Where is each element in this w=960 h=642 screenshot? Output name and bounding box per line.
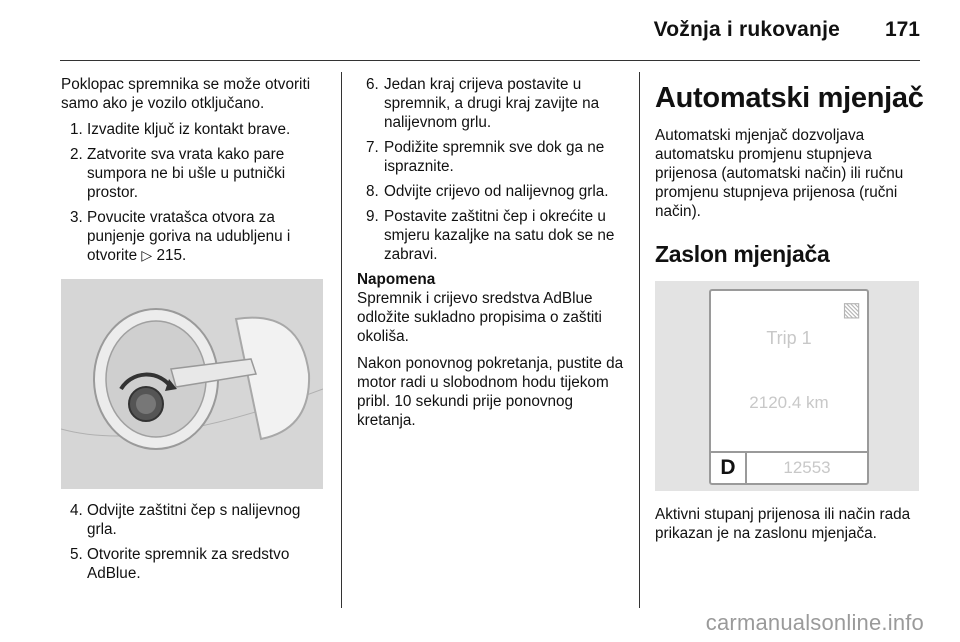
list-item: 5. Otvorite spremnik za sredstvo AdBlue.: [70, 546, 290, 582]
note-text: Spremnik i crijevo sredstva AdBlue odložite sukladno propisima o zaštiti okoliša.: [357, 290, 602, 345]
list-item: 1. Izvadite ključ iz kontakt brave.: [70, 121, 291, 138]
gear-indicator: D: [720, 456, 736, 479]
restart-paragraph: Nakon ponovnog pokretanja, pustite da motor radi u slobodnom hodu tijekom pribl. 10 sekundi prije ponovnog kretanja.: [357, 355, 624, 429]
figure-caption: Aktivni stupanj prijenosa ili način rada prikazan je na zaslonu mjenjača.: [655, 506, 911, 542]
page-number: 171: [884, 18, 920, 41]
header-title: Vožnja i rukovanje: [653, 18, 840, 41]
section-title: Automatski mjenjač: [655, 82, 924, 114]
column-2: [357, 75, 627, 430]
column-3: [655, 82, 925, 543]
steps-list-a: [61, 120, 329, 265]
adblue-cap-illustration: [61, 279, 323, 489]
list-item: 4. Odvijte zaštitni čep s nalijevnog grla.: [70, 502, 301, 538]
note-title: Napomena: [357, 271, 436, 288]
page-reference-arrow-icon[interactable]: ▷: [141, 247, 153, 263]
list-item: 9. Postavite zaštitni čep i okrećite u smjeru kazaljke na satu dok se ne zabravi.: [366, 208, 615, 263]
trip-label: Trip 1: [766, 328, 812, 348]
transmission-display-illustration: [655, 281, 919, 491]
fuel-filler-illustration: [61, 279, 323, 489]
trip-distance: 2120.4 km: [749, 393, 829, 412]
odometer-value: 12553: [783, 458, 831, 477]
header-divider: [60, 60, 920, 61]
list-item: 2. Zatvorite sva vrata kako pare sumpora ne bi ušle u putnički prostor.: [70, 146, 286, 201]
subsection-title: Zaslon mjenjača: [655, 241, 830, 267]
watermark: carmanualsonline.info: [705, 610, 924, 635]
steps-list-b: [61, 501, 329, 583]
page-reference-link[interactable]: 215.: [156, 247, 187, 264]
list-item: 6. Jedan kraj crijeva postavite u spremnik, a drugi kraj zavijte na nalijevnom grlu.: [366, 76, 600, 131]
column-divider-1: [341, 72, 342, 608]
list-item: 7. Podižite spremnik sve dok ga ne ispraznite.: [366, 139, 605, 175]
column-divider-2: [639, 72, 640, 608]
service-icon: ▧: [842, 299, 861, 321]
list-item: 3. Povucite vratašca otvora za punjenje goriva na udubljenu i otvorite ▷ 215.: [70, 209, 291, 264]
list-item: 8. Odvijte crijevo od nalijevnog grla.: [366, 183, 609, 200]
steps-list-c: [357, 75, 627, 264]
section-intro: Automatski mjenjač dozvoljava automatsku promjenu stupnjeva prijenosa (automatski način) ili ručnu promjenu stupnjeva prijenosa (ručni način).: [655, 127, 904, 220]
display-frame: [709, 289, 869, 485]
intro-paragraph: Poklopac spremnika se može otvoriti samo ako je vozilo otključano.: [61, 76, 311, 112]
column-1: [61, 75, 329, 589]
